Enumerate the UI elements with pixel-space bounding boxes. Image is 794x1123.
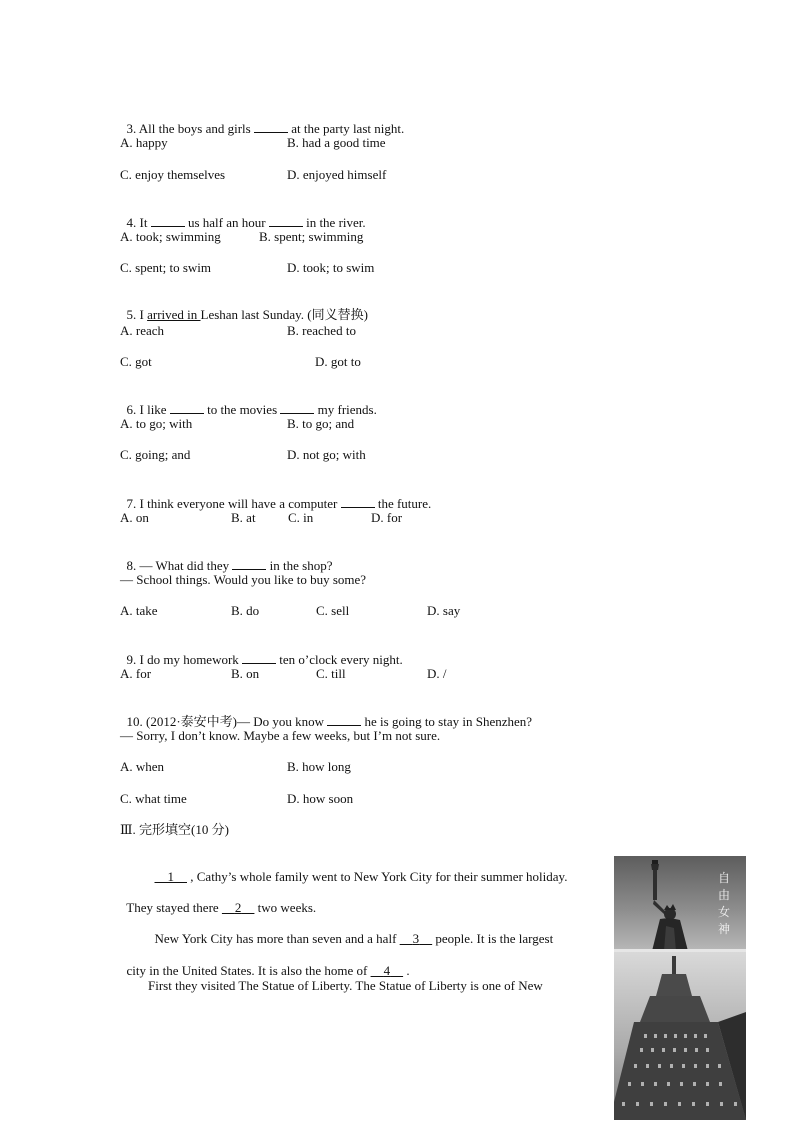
passage-line-5: First they visited The Statue of Liberty. The Statue of Liberty is one of New bbox=[148, 978, 543, 993]
q6-blank-1 bbox=[170, 401, 204, 414]
q8-reply: — School things. Would you like to buy some? bbox=[120, 572, 367, 587]
q5-option-c: C. got bbox=[120, 354, 152, 369]
q3-option-d: D. enjoyed himself bbox=[287, 167, 387, 182]
q9-stem-post: ten o’clock every night. bbox=[276, 652, 403, 667]
q4-stem-post: in the river. bbox=[302, 215, 366, 230]
passage-blank-1-number: 1 bbox=[167, 869, 174, 884]
statue-of-liberty-photo bbox=[614, 856, 746, 951]
skyscraper-icon bbox=[614, 952, 746, 1120]
q5-option-b: B. reached to bbox=[287, 323, 356, 338]
passage-line-3-post: people. It is the largest bbox=[432, 931, 554, 946]
q4-blank-2 bbox=[269, 214, 303, 227]
q9-option-a: A. for bbox=[120, 666, 152, 681]
q4-stem bbox=[120, 198, 366, 231]
passage-line-4-pre: city in the United States. It is also the home of bbox=[126, 963, 371, 978]
skyscraper-photo bbox=[614, 952, 746, 1120]
q5-stem bbox=[120, 291, 368, 323]
passage-line-3-pre: New York City has more than seven and a half bbox=[154, 931, 400, 946]
q4-option-a: A. took; swimming bbox=[120, 229, 221, 244]
q4-option-b: B. spent; swimming bbox=[259, 229, 364, 244]
q6-option-c: C. going; and bbox=[120, 447, 191, 462]
passage-blank-1 bbox=[155, 869, 188, 884]
q10-stem bbox=[120, 697, 532, 730]
q9-option-c: C. till bbox=[316, 666, 346, 681]
q10-option-a: A. when bbox=[120, 759, 165, 774]
q8-stem-pre: 8. — What did they bbox=[126, 558, 233, 573]
q3-option-b: B. had a good time bbox=[287, 135, 386, 150]
q8-option-b: B. do bbox=[231, 603, 260, 618]
q9-blank bbox=[242, 651, 276, 664]
passage-line-2-post: two weeks. bbox=[254, 900, 317, 915]
passage-line-1 bbox=[148, 853, 567, 885]
q6-option-d: D. not go; with bbox=[287, 447, 366, 462]
q10-reply: — Sorry, I don’t know. Maybe a few weeks, but I’m not sure. bbox=[120, 728, 441, 743]
q5-stem-pre: 5. I bbox=[126, 307, 148, 322]
passage-blank-3-number: 3 bbox=[412, 931, 420, 946]
q8-stem-post: in the shop? bbox=[266, 558, 333, 573]
q9-stem bbox=[120, 635, 403, 668]
passage-blank-4-number: 4 bbox=[383, 963, 391, 978]
q3-stem-post: at the party last night. bbox=[287, 121, 405, 136]
q7-blank bbox=[341, 495, 375, 508]
q3-option-c: C. enjoy themselves bbox=[120, 167, 226, 182]
q6-stem bbox=[120, 385, 377, 418]
q8-stem bbox=[120, 541, 333, 574]
q10-stem-post: he is going to stay in Shenzhen? bbox=[361, 714, 533, 729]
q4-stem-mid: us half an hour bbox=[184, 215, 269, 230]
q10-blank bbox=[327, 713, 361, 726]
q7-stem-post: the future. bbox=[374, 496, 432, 511]
passage-blank-2-number: 2 bbox=[234, 900, 242, 915]
q9-option-d: D. / bbox=[427, 666, 447, 681]
q6-blank-2 bbox=[280, 401, 314, 414]
q7-stem-pre: 7. I think everyone will have a computer bbox=[126, 496, 341, 511]
q6-stem-post: my friends. bbox=[314, 402, 377, 417]
q8-blank bbox=[232, 557, 266, 570]
q3-stem bbox=[120, 104, 404, 137]
q6-stem-pre: 6. I like bbox=[126, 402, 170, 417]
q10-option-d: D. how soon bbox=[287, 791, 354, 806]
q7-option-c: C. in bbox=[288, 510, 314, 525]
q5-option-d: D. got to bbox=[315, 354, 361, 369]
photo-caption: 自由女神 bbox=[717, 871, 730, 936]
q7-stem bbox=[120, 479, 431, 512]
q4-blank-1 bbox=[151, 214, 185, 227]
q6-option-a: A. to go; with bbox=[120, 416, 193, 431]
q7-option-d: D. for bbox=[371, 510, 403, 525]
q5-underlined-phrase: arrived in bbox=[147, 307, 201, 322]
q3-option-a: A. happy bbox=[120, 135, 168, 150]
q9-option-b: B. on bbox=[231, 666, 260, 681]
q4-option-d: D. took; to swim bbox=[287, 260, 375, 275]
q6-stem-mid: to the movies bbox=[203, 402, 281, 417]
passage-blank-2 bbox=[222, 900, 255, 915]
q4-option-c: C. spent; to swim bbox=[120, 260, 212, 275]
passage-blank-4 bbox=[371, 963, 404, 978]
q5-option-a: A. reach bbox=[120, 323, 165, 338]
q3-stem-pre: 3. All the boys and girls bbox=[126, 121, 254, 136]
q8-option-c: C. sell bbox=[316, 603, 350, 618]
q5-stem-post: Leshan last Sunday. (同义替换) bbox=[200, 307, 368, 322]
q7-option-a: A. on bbox=[120, 510, 149, 525]
q10-option-c: C. what time bbox=[120, 791, 187, 806]
q3-blank bbox=[254, 120, 288, 133]
q6-option-b: B. to go; and bbox=[287, 416, 355, 431]
q4-stem-pre: 4. It bbox=[126, 215, 151, 230]
passage-line-2 bbox=[120, 884, 316, 916]
passage-line-2-pre: They stayed there bbox=[126, 900, 222, 915]
q8-option-a: A. take bbox=[120, 603, 158, 618]
passage-blank-3 bbox=[400, 931, 433, 946]
new-york-photo bbox=[614, 856, 746, 1120]
q10-stem-pre: 10. (2012·泰安中考)— Do you know bbox=[126, 714, 328, 729]
passage-line-4-post: . bbox=[403, 963, 410, 978]
passage-line-1-text: , Cathy’s whole family went to New York City for their summer holiday. bbox=[187, 869, 568, 884]
q9-stem-pre: 9. I do my homework bbox=[126, 652, 243, 667]
passage-line-4 bbox=[120, 947, 410, 979]
passage-line-3 bbox=[148, 915, 553, 947]
section-heading: Ⅲ. 完形填空(10 分) bbox=[120, 822, 229, 837]
q10-option-b: B. how long bbox=[287, 759, 351, 774]
q7-option-b: B. at bbox=[231, 510, 256, 525]
q8-option-d: D. say bbox=[427, 603, 461, 618]
